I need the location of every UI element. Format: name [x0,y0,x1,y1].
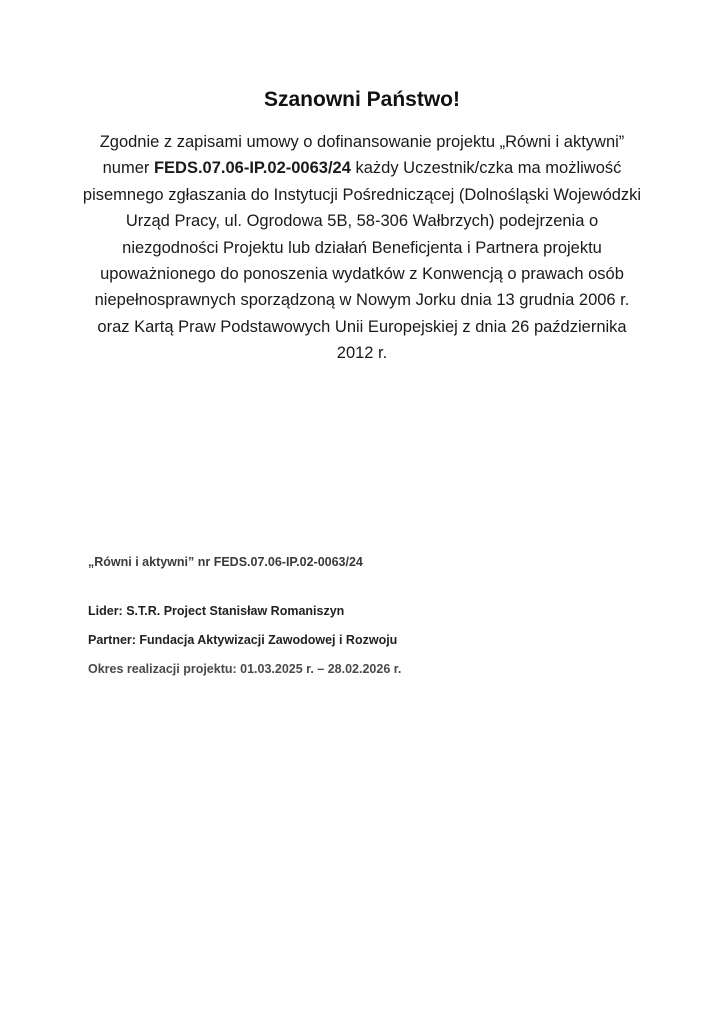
footer-realization-period: Okres realizacji projektu: 01.03.2025 r. – 28.02.2026 r. [88,662,402,676]
notice-text-part1: Zgodnie z zapisami umowy o dofinansowanie projektu „Równi i aktywni” numer [99,133,625,178]
footer-leader: Lider: S.T.R. Project Stanisław Romaniszyn [88,604,345,618]
footer-project-name: „Równi i aktywni” nr FEDS.07.06-IP.02-0063/24 [88,555,363,569]
project-number: FEDS.07.06-IP.02-0063/24 [153,159,351,178]
notice-text-part2: każdy Uczestnik/czka ma możliwość pisemnego zgłaszania do Instytucji Pośredniczącej (Dolnośląski Wojewódzki Urząd Pracy, ul. Ogrodowa 5B, 58-306 Wałbrzych) podejrzenia o niezgodności Projektu lub działań Beneficjenta i Partnera projektu upoważnionego do ponoszenia wydatków z Konwencją o prawach osób niepełnosprawnych sporządzoną w Nowym Jorku dnia 13 grudnia 2006 r. oraz Kartą Praw Podstawowych Unii Europejskiej z dnia 26 października 2012 r. [82,159,642,363]
document-title: Szanowni Państwo! [263,88,460,111]
notice-paragraph [82,129,642,367]
footer-partner: Partner: Fundacja Aktywizacji Zawodowej i Rozwoju [88,633,398,647]
